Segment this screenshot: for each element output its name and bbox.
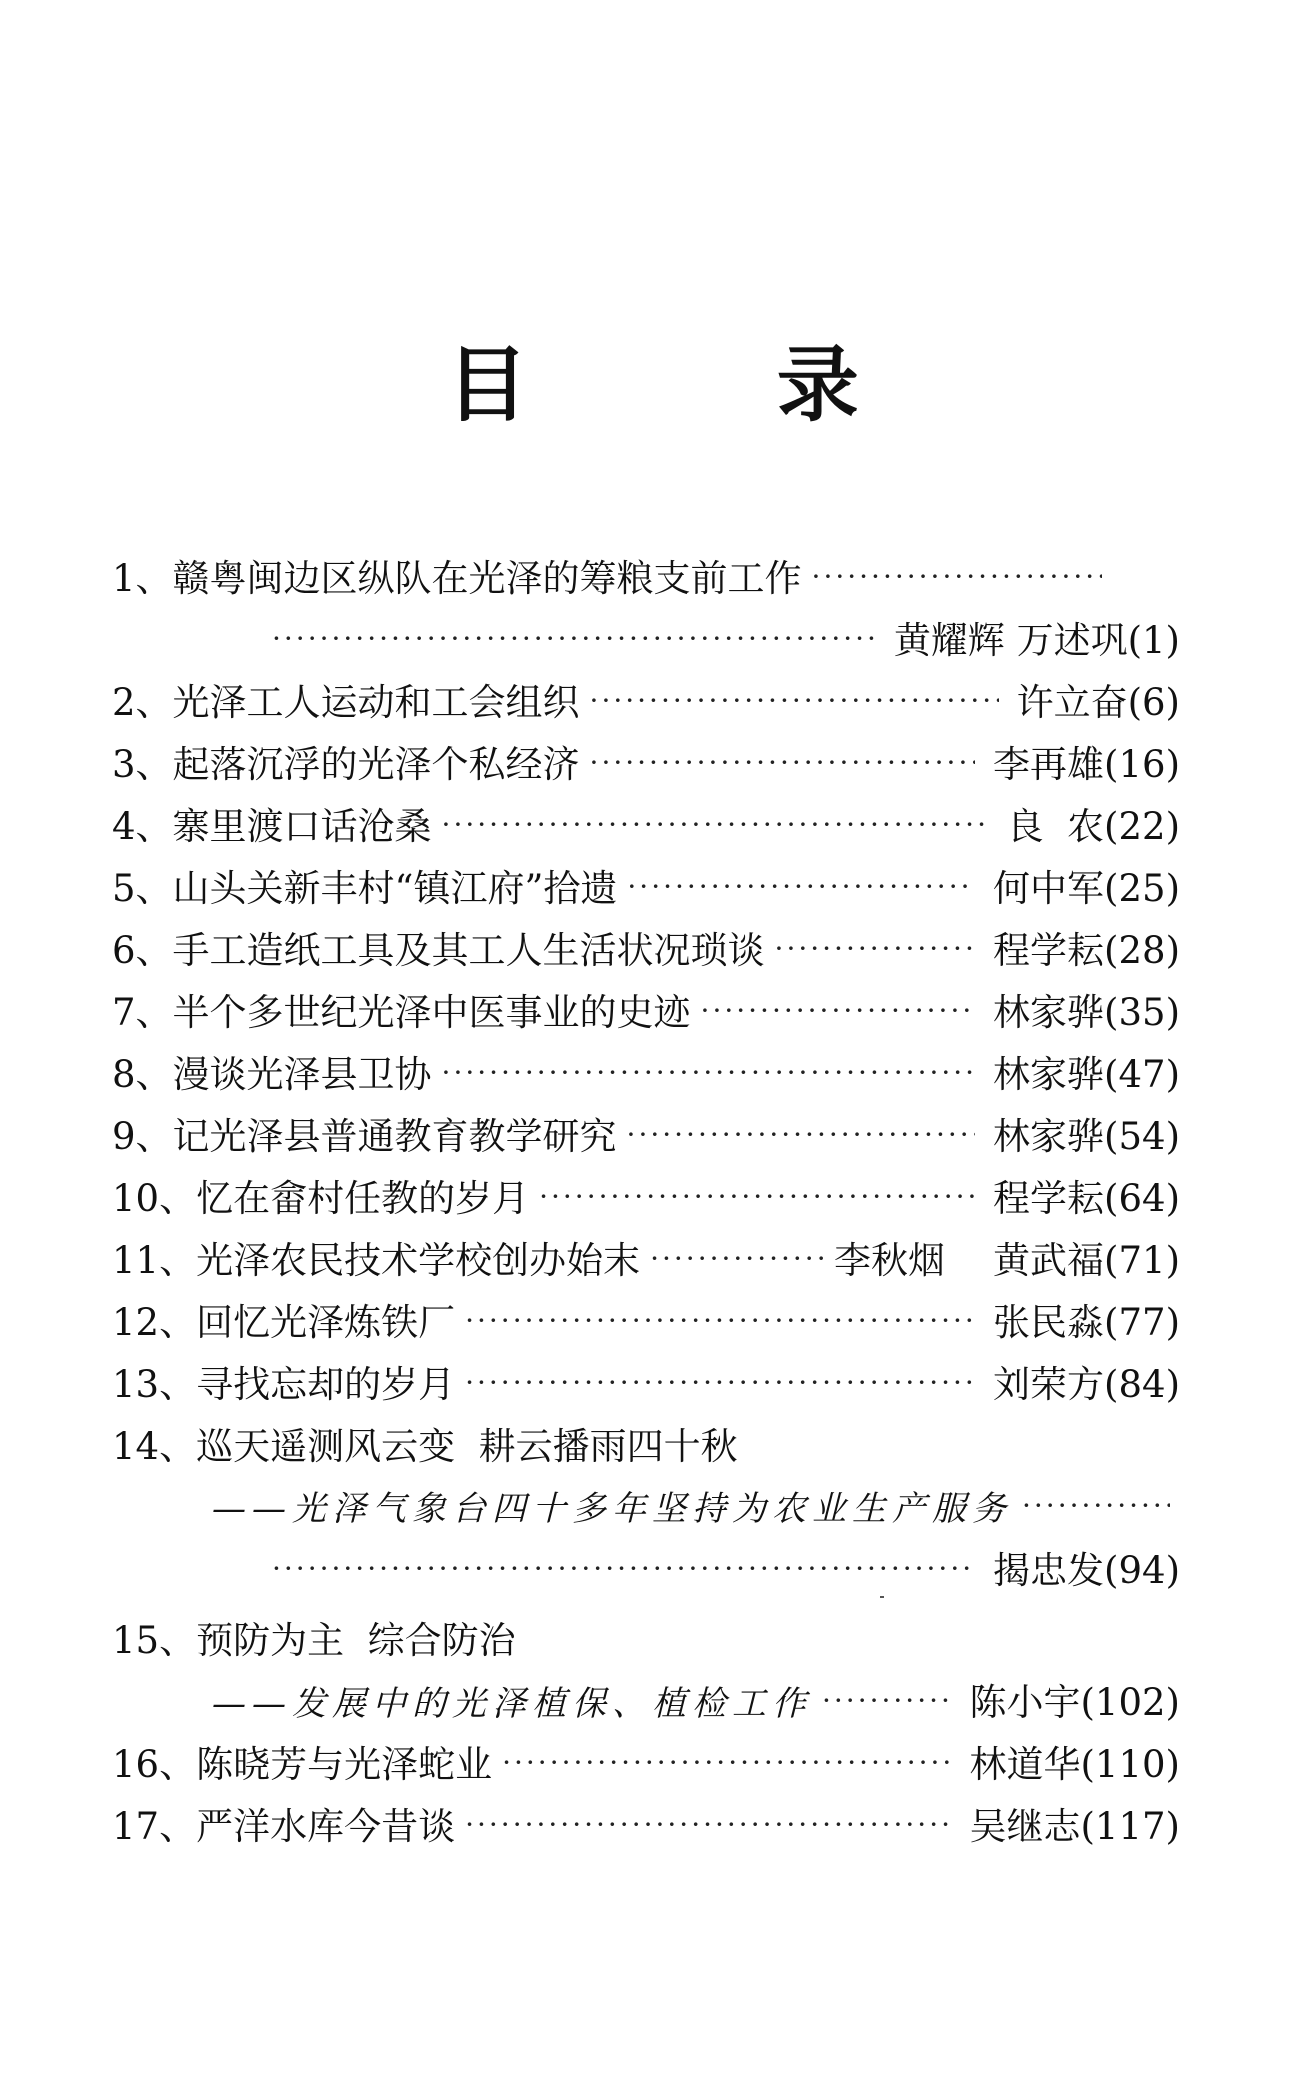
leader-dots: [442, 1042, 976, 1104]
toc-entry-11[interactable]: 11 、 光泽农民技术学校创办始末 ····· 李秋烟 黄武福 (71): [112, 1230, 1180, 1292]
toc-entry-page: (102): [1080, 1681, 1180, 1724]
toc-entry-title: 回忆光泽炼铁厂: [196, 1301, 456, 1344]
toc-entry-number: 2: [112, 681, 136, 724]
toc-entry-number: 4: [112, 805, 136, 848]
leader-dots: [465, 1290, 975, 1352]
leader-dots: [465, 1352, 975, 1414]
toc-entry-author: 许立奋: [1016, 681, 1128, 724]
toc-entry-7[interactable]: 7 、 半个多世纪光泽中医事业的史迹 ····· 林家骅 (35): [112, 982, 1180, 1044]
toc-entry-number: 12: [112, 1301, 160, 1344]
toc-entry-14-subtitle[interactable]: [112, 1478, 1180, 1540]
toc-entry-4[interactable]: 4 、 寨里渡口话沧桑 ····· 良 农 (22): [112, 796, 1180, 858]
toc-entry-page: (94): [1104, 1549, 1180, 1592]
scan-speck: [880, 1596, 884, 1598]
toc-entry-title: 半个多世纪光泽中医事业的史迹: [172, 991, 691, 1034]
toc-entry-page: (16): [1104, 743, 1180, 786]
leader-dots: [502, 1732, 951, 1794]
toc-entry-number: 9: [112, 1115, 136, 1158]
toc-entry-number: 14: [112, 1425, 160, 1468]
toc-entry-number: 5: [112, 867, 136, 910]
toc-entry-author: 林家骅: [993, 1053, 1105, 1096]
toc-entry-author: 黄武福: [993, 1239, 1105, 1282]
toc-entry-title: 陈晓芳与光泽蛇业: [196, 1743, 493, 1786]
leader-dots: [590, 670, 999, 732]
toc-entry-12[interactable]: 12 、 回忆光泽炼铁厂 ····· 张民淼 (77): [112, 1292, 1180, 1354]
toc-entry-number: 10: [112, 1177, 160, 1220]
toc-entry-title: 手工造纸工具及其工人生活状况琐谈: [172, 929, 765, 972]
toc-entry-page: (117): [1080, 1805, 1180, 1848]
toc-entry-title: 预防为主 综合防治: [196, 1619, 516, 1662]
toc-entry-author: 良 农: [1006, 805, 1105, 848]
toc-entry-page: (71): [1104, 1239, 1180, 1282]
toc-entry-14[interactable]: 14 、 巡天遥测风云变 耕云播雨四十秋: [112, 1416, 1180, 1478]
toc-entry-2[interactable]: 2 、 光泽工人运动和工会组织 ····· 许立奋 (6): [112, 672, 1180, 734]
toc-entry-author: 程学耘: [993, 929, 1105, 972]
toc-entry-author: 揭忠发: [993, 1549, 1105, 1592]
toc-entry-author: 林家骅: [993, 1115, 1105, 1158]
toc-entry-13[interactable]: 13 、 寻找忘却的岁月 ····· 刘荣方 (84): [112, 1354, 1180, 1416]
toc-entry-15-subtitle[interactable]: [112, 1672, 1180, 1734]
toc-entry-page: (64): [1104, 1177, 1180, 1220]
leader-dots: [272, 608, 876, 670]
toc-entry-1-continued[interactable]: [112, 610, 1180, 672]
leader-dots: [775, 918, 976, 980]
toc-entry-co-author: 李秋烟: [834, 1239, 946, 1282]
toc-entry-number: 17: [112, 1805, 160, 1848]
leader-dots: [627, 1104, 976, 1166]
toc-entry-author: 程学耘: [993, 1177, 1105, 1220]
toc-entry-title: 寻找忘却的岁月: [196, 1363, 456, 1406]
toc-entry-author: 张民淼: [993, 1301, 1105, 1344]
toc-entry-page: (28): [1104, 929, 1180, 972]
toc-entry-title: 忆在畲村任教的岁月: [196, 1177, 530, 1220]
toc-entry-number: 16: [112, 1743, 160, 1786]
toc-entry-number: 7: [112, 991, 136, 1034]
toc-entry-title: 起落沉浮的光泽个私经济: [172, 743, 580, 786]
toc-entry-3[interactable]: 3 、 起落沉浮的光泽个私经济 ····· 李再雄 (16): [112, 734, 1180, 796]
toc-entry-page: (35): [1104, 991, 1180, 1034]
toc-entry-10[interactable]: 10 、 忆在畲村任教的岁月 ····· 程学耘 (64): [112, 1168, 1180, 1230]
toc-entry-author: 陈小宇: [969, 1681, 1081, 1724]
toc-entry-number: 1: [112, 557, 136, 600]
toc-entry-author: 林道华: [969, 1743, 1081, 1786]
toc-entry-author: 何中军: [993, 867, 1105, 910]
toc-entry-9[interactable]: 9 、 记光泽县普通教育教学研究 ····· 林家骅 (54): [112, 1106, 1180, 1168]
toc-entry-page: (77): [1104, 1301, 1180, 1344]
toc-entry-author: 李再雄: [993, 743, 1105, 786]
leader-dots: [465, 1794, 951, 1856]
toc-entry-14-continued[interactable]: [112, 1540, 1180, 1602]
toc-entry-title: 漫谈光泽县卫协: [172, 1053, 432, 1096]
toc-entry-title: 山头关新丰村“镇江府”拾遗: [172, 867, 618, 910]
toc-entry-1[interactable]: 1 、 赣粤闽边区纵队在光泽的筹粮支前工作 ·····: [112, 548, 1180, 610]
toc-entry-number: 6: [112, 929, 136, 972]
toc-entry-title: 赣粤闽边区纵队在光泽的筹粮支前工作: [172, 557, 802, 600]
toc-entry-author: 林家骅: [993, 991, 1105, 1034]
toc-entry-8[interactable]: 8 、 漫谈光泽县卫协 ····· 林家骅 (47): [112, 1044, 1180, 1106]
toc-entry-title: 光泽农民技术学校创办始末: [196, 1239, 641, 1282]
toc-entry-subtitle: ——发展中的光泽植保、植检工作: [212, 1684, 812, 1724]
toc-entry-title: 巡天遥测风云变 耕云播雨四十秋: [196, 1425, 738, 1468]
leader-dots: [539, 1166, 975, 1228]
toc-entry-page: (6): [1127, 681, 1180, 724]
toc-entry-number: 8: [112, 1053, 136, 1096]
toc-entry-title: 寨里渡口话沧桑: [172, 805, 432, 848]
toc-entry-number: 3: [112, 743, 136, 786]
leader-dots: [812, 546, 1102, 608]
toc-entry-title: 光泽工人运动和工会组织: [172, 681, 580, 724]
leader-dots: [701, 980, 976, 1042]
toc-entry-title: 严洋水库今昔谈: [196, 1805, 456, 1848]
toc-entry-page: (54): [1104, 1115, 1180, 1158]
toc-entry-page: (1): [1127, 619, 1180, 662]
toc-entry-5[interactable]: 5 、 山头关新丰村“镇江府”拾遗 ····· 何中军 (25): [112, 858, 1180, 920]
leader-dots: [272, 1538, 975, 1600]
toc-entry-page: (22): [1104, 805, 1180, 848]
toc-entry-number: 13: [112, 1363, 160, 1406]
page-title: 目 录: [446, 338, 969, 433]
leader-dots: [627, 856, 975, 918]
toc-entry-title: 记光泽县普通教育教学研究: [172, 1115, 617, 1158]
toc-entry-author: 吴继志: [969, 1805, 1081, 1848]
toc-entry-page: (84): [1104, 1363, 1180, 1406]
leader-dots: [650, 1228, 824, 1290]
toc-entry-15[interactable]: 15 、 预防为主 综合防治: [112, 1610, 1180, 1672]
toc-entry-16[interactable]: 16 、 陈晓芳与光泽蛇业 ····· 林道华 (110): [112, 1734, 1180, 1796]
toc-entry-subtitle: ——光泽气象台四十多年坚持为农业生产服务: [212, 1489, 1012, 1529]
toc-entry-page: (47): [1104, 1053, 1180, 1096]
leader-dots: [822, 1670, 952, 1732]
leader-dots: [442, 794, 989, 856]
toc-entry-page: (110): [1080, 1743, 1180, 1786]
toc-entry-6[interactable]: 6 、 手工造纸工具及其工人生活状况琐谈 ····· 程学耘 (28): [112, 920, 1180, 982]
toc-entry-number: 11: [112, 1239, 160, 1282]
leader-dots: [1022, 1475, 1170, 1537]
toc-entry-author: 黄耀辉 万述巩: [893, 619, 1128, 662]
toc-entry-page: (25): [1104, 867, 1180, 910]
toc-entry-author: 刘荣方: [993, 1363, 1105, 1406]
table-of-contents: [112, 548, 1180, 1858]
leader-dots: [590, 732, 976, 794]
toc-entry-17[interactable]: 17 、 严洋水库今昔谈 ····· 吴继志 (117): [112, 1796, 1180, 1858]
toc-entry-number: 15: [112, 1619, 160, 1662]
